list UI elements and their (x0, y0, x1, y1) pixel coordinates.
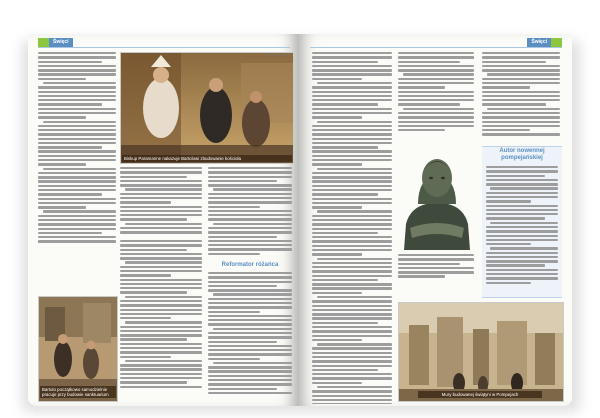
left-page (28, 34, 298, 406)
photo-top-caption: Biskup Paramanne nakazuje Bartolowi zbudowanie kościoła (122, 155, 292, 162)
photo-credit: Fot. M. Mutz (266, 53, 286, 57)
sidebar-heading: Autor nowennej pompejańskiej (499, 148, 545, 161)
left-column-1-text (38, 52, 116, 250)
photo-bottom-caption-left: Bartolo początkowo samodzielnie pracuje przy budowie sanktuarium (40, 386, 116, 398)
right-page (298, 34, 572, 406)
right-column-2-middle-text (398, 254, 474, 288)
photo-bottom-caption-right: Mury budowanej świątyni w Pompejach (418, 391, 542, 398)
left-section-label: Święci (49, 38, 73, 47)
left-column-3-upper-text (208, 167, 292, 261)
left-top-rule (38, 47, 290, 48)
right-column-2-upper-text (398, 52, 474, 138)
photo-bartolo-bust (396, 138, 478, 250)
left-column-3-lower-text (208, 272, 292, 400)
right-column-3-upper-text (482, 52, 560, 142)
ruins-illustration (399, 303, 563, 401)
right-column-1-text (312, 52, 392, 404)
right-page-number (551, 38, 562, 47)
right-section-label: Święci (527, 38, 551, 47)
left-column-2-lower-text (120, 240, 202, 400)
subheading-reformer: Reformator różańca (221, 262, 279, 268)
bust-illustration (396, 138, 478, 250)
left-column-2-upper-text (120, 167, 202, 237)
photo-bishop-and-bartolo (120, 52, 294, 164)
photo-church-walls (398, 302, 564, 402)
painting-illustration (121, 53, 293, 163)
right-top-rule (310, 47, 562, 48)
left-page-number (38, 38, 49, 47)
sidebar-text (486, 166, 558, 292)
